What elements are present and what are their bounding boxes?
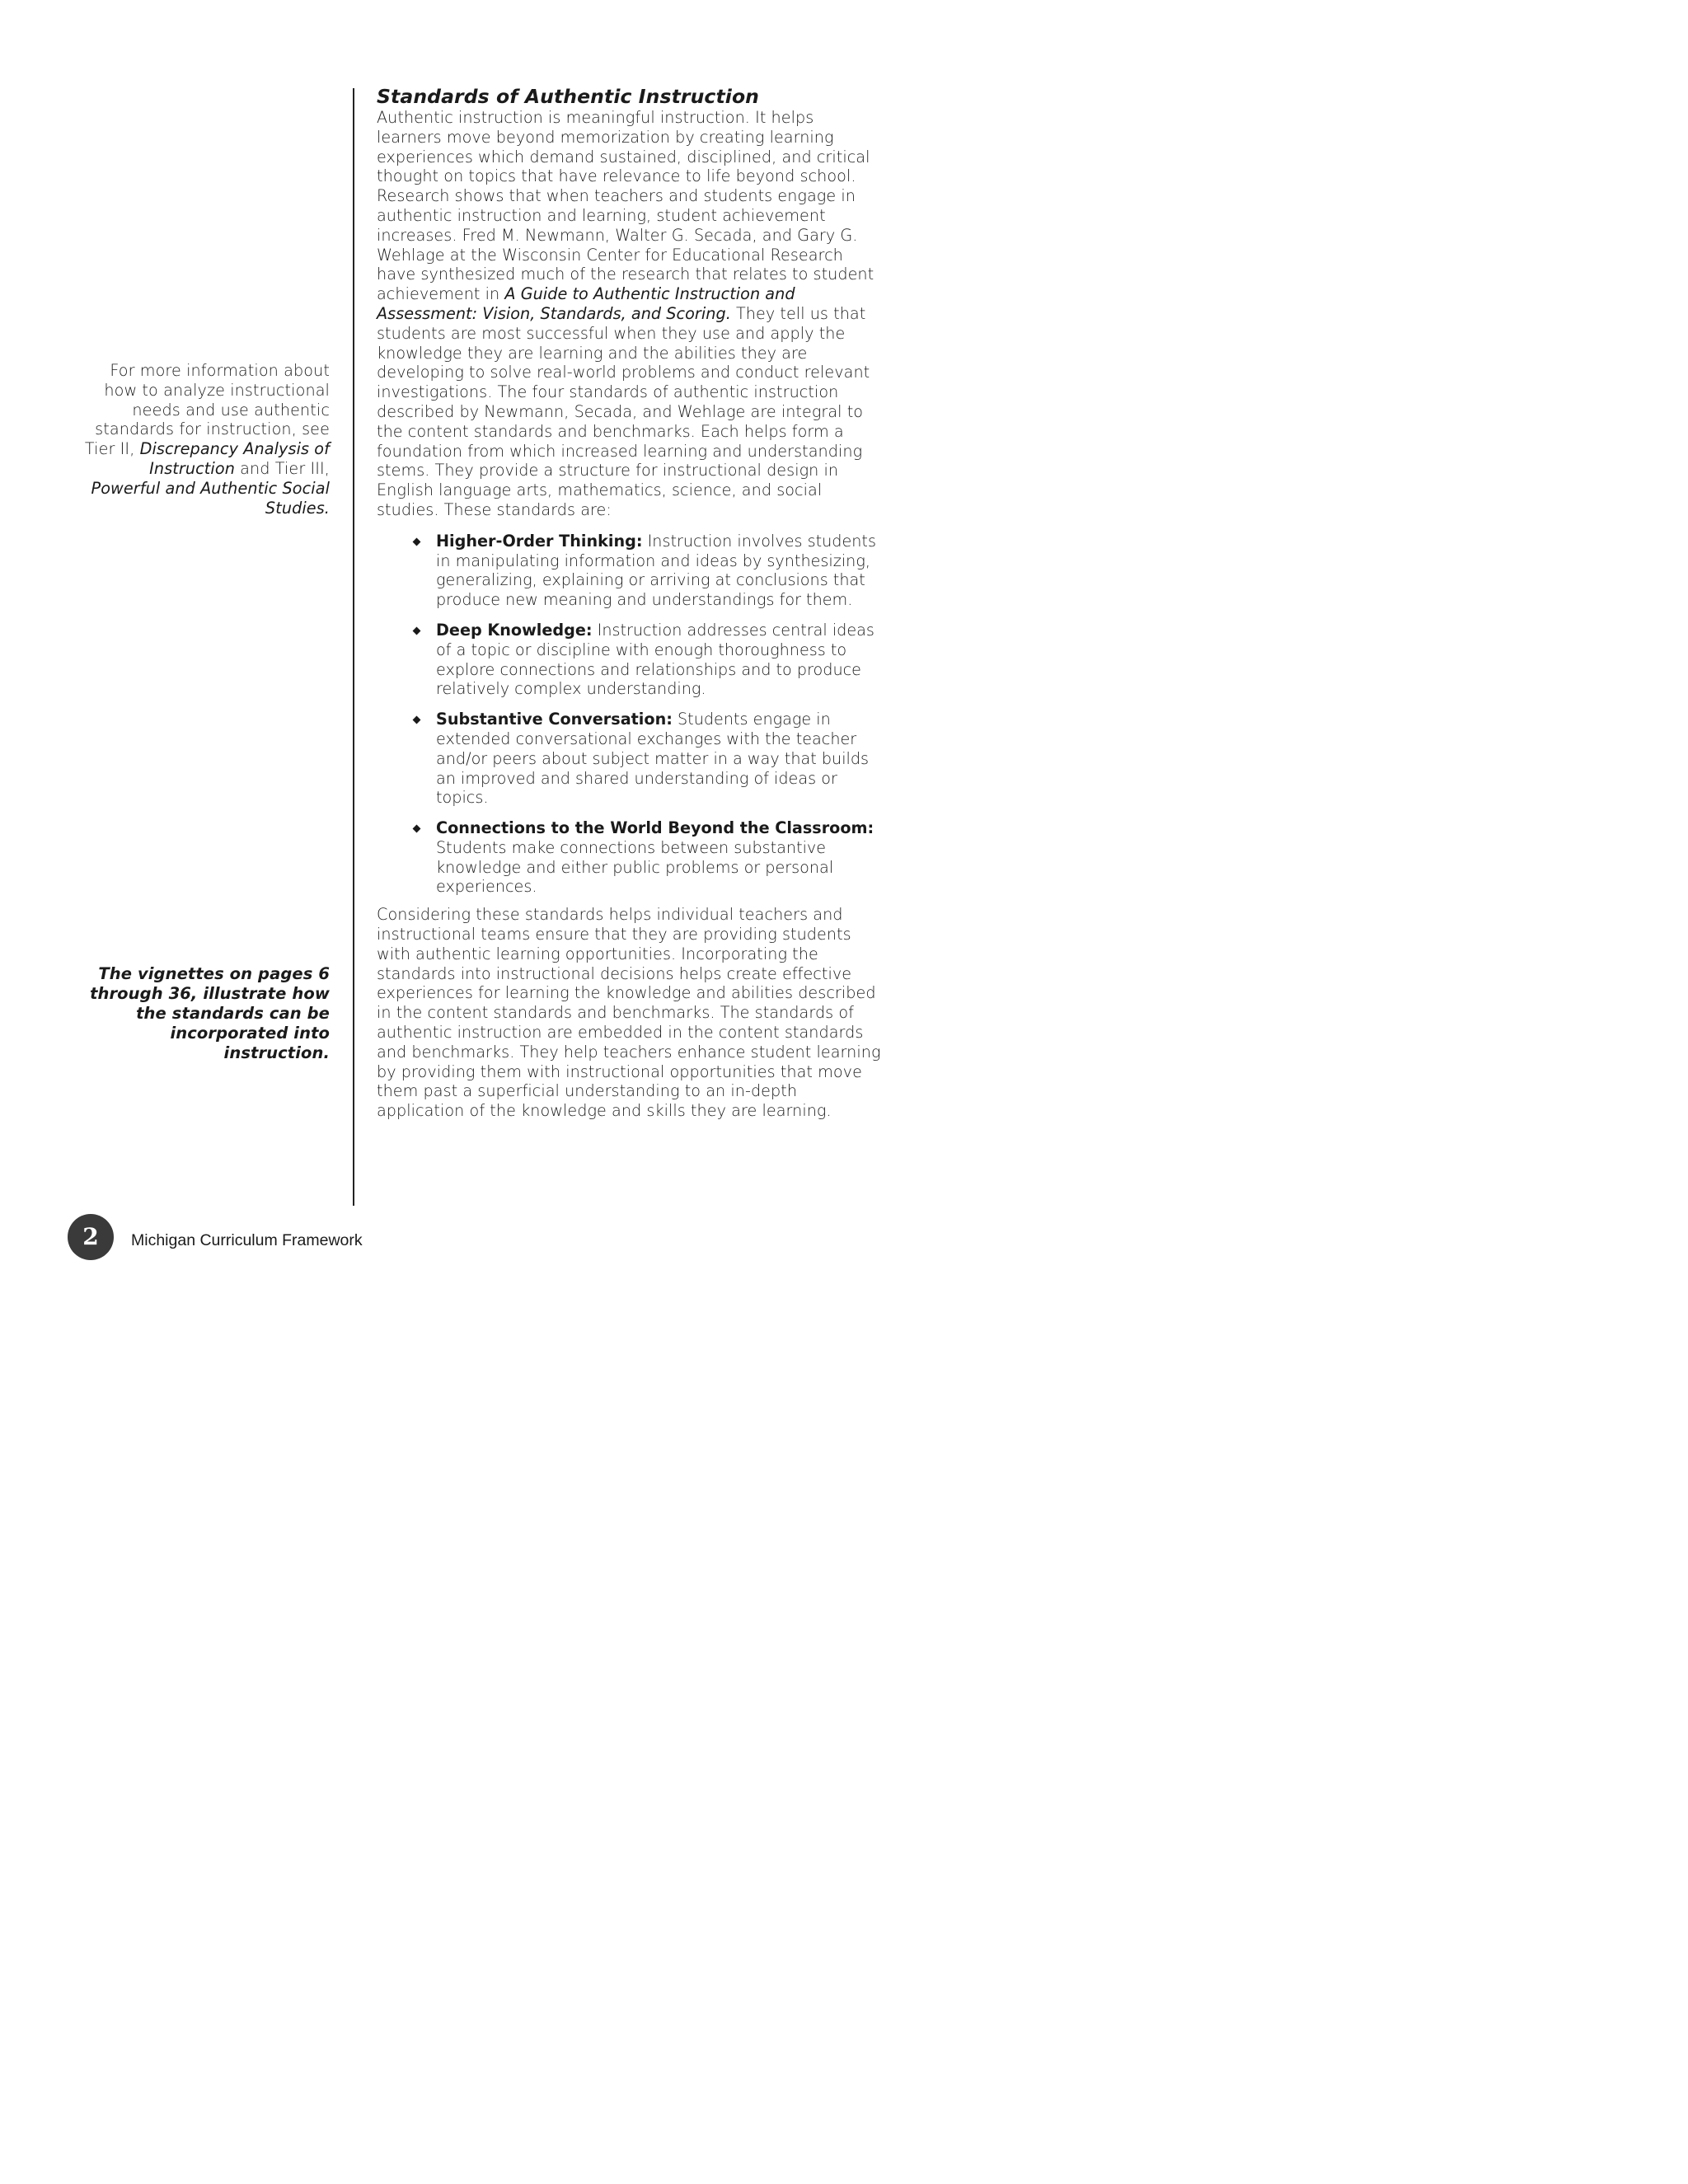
intro-text-1: Authentic instruction is meaningful instruction. It helps learners move beyond memorization by creating learning experiences which demand sustained, disciplined, and critical thought on topics that have relevance to life beyond school. Research shows that when teachers and students engage in authentic instruction and learning, student achievement increases. Fred M. Newmann, Walter G. Secada, and Gary G. Wehlage at the Wisconsin Center for Educational Research have synthesized much of the research that relates to student achievement in [377, 108, 874, 304]
standard-term: Substantive Conversation: [436, 710, 673, 729]
sidenote-info-text-1: For more information about how to analyze instructional needs and use authentic standards for instruction, see Tier II, [84, 361, 330, 459]
sidenote-vignettes: The vignettes on pages 6 through 36, illustrate how the standards can be incorporated into instruction. [90, 964, 330, 1062]
sidenote-info-text-2: and Tier III, [234, 458, 330, 478]
diamond-bullet-icon [413, 626, 421, 635]
standard-description: Students make connections between substantive knowledge and either public problems or personal experiences. [436, 837, 834, 897]
standard-description: Instruction involves students in manipulating information and ideas by synthesizing, generalizing, explaining or arriving at conclusions that produce new meaning and understandings for them. [436, 531, 876, 610]
standard-description: Instruction addresses central ideas of a topic or discipline with enough thoroughness to explore connections and relationships and to produce relatively complex understanding. [436, 620, 874, 699]
page-title: Standards of Authentic Instruction [377, 85, 760, 108]
intro-book-title: A Guide to Authentic Instruction and Assessment: Vision, Standards, and Scoring. [377, 284, 795, 323]
standard-term: Connections to the World Beyond the Classroom: [436, 818, 874, 838]
closing-paragraph: Considering these standards helps individual teachers and instructional teams ensure that they are providing students with authentic learning opportunities. Incorporating the standards into instructional decisions helps create effective experiences for learning the knowledge and abilities described in the content standards and benchmarks. The standards of authentic instruction are embedded in the content standards and benchmarks. They help teachers enhance student learning by providing them with instructional opportunities that move them past a superficial understanding to an in-depth application of the knowledge and skills they are learning. [377, 905, 881, 1121]
standard-term: Deep Knowledge: [436, 620, 593, 640]
standards-list [377, 532, 888, 898]
diamond-bullet-icon [413, 716, 421, 724]
standard-connections-beyond-classroom [436, 818, 881, 897]
intro-paragraph [377, 108, 881, 520]
sidenote-info-ref-tier3: Powerful and Authentic Social Studies. [91, 478, 330, 518]
standard-description: Students engage in extended conversational exchanges with the teacher and/or peers about subject matter in a way that builds an improved and shared understanding of ideas or topics. [436, 710, 870, 808]
sidenote-info-ref-tier2: Discrepancy Analysis of Instruction [139, 439, 330, 478]
page-number-badge: 2 [68, 1214, 114, 1260]
standard-deep-knowledge [436, 621, 881, 699]
standard-higher-order-thinking [436, 532, 881, 610]
diamond-bullet-icon [413, 537, 421, 546]
sidenote-more-info [82, 361, 330, 518]
standard-substantive-conversation [436, 710, 881, 808]
footer-publication-title: Michigan Curriculum Framework [131, 1231, 363, 1249]
standard-term: Higher-Order Thinking: [436, 531, 643, 551]
diamond-bullet-icon [413, 825, 421, 833]
column-divider [353, 88, 354, 1206]
main-column [377, 85, 888, 1121]
intro-text-2: They tell us that students are most successful when they use and apply the knowledge they are learning and the abilities they are developing to solve real-world problems and conduct relevant investigations. The four standards of authentic instruction described by Newmann, Secada, and Wehlage are integral to the content standards and benchmarks. Each helps form a foundation from which increased learning and understanding stems. They provide a structure for instructional design in English language arts, mathematics, science, and social studies. These standards are: [377, 303, 870, 519]
